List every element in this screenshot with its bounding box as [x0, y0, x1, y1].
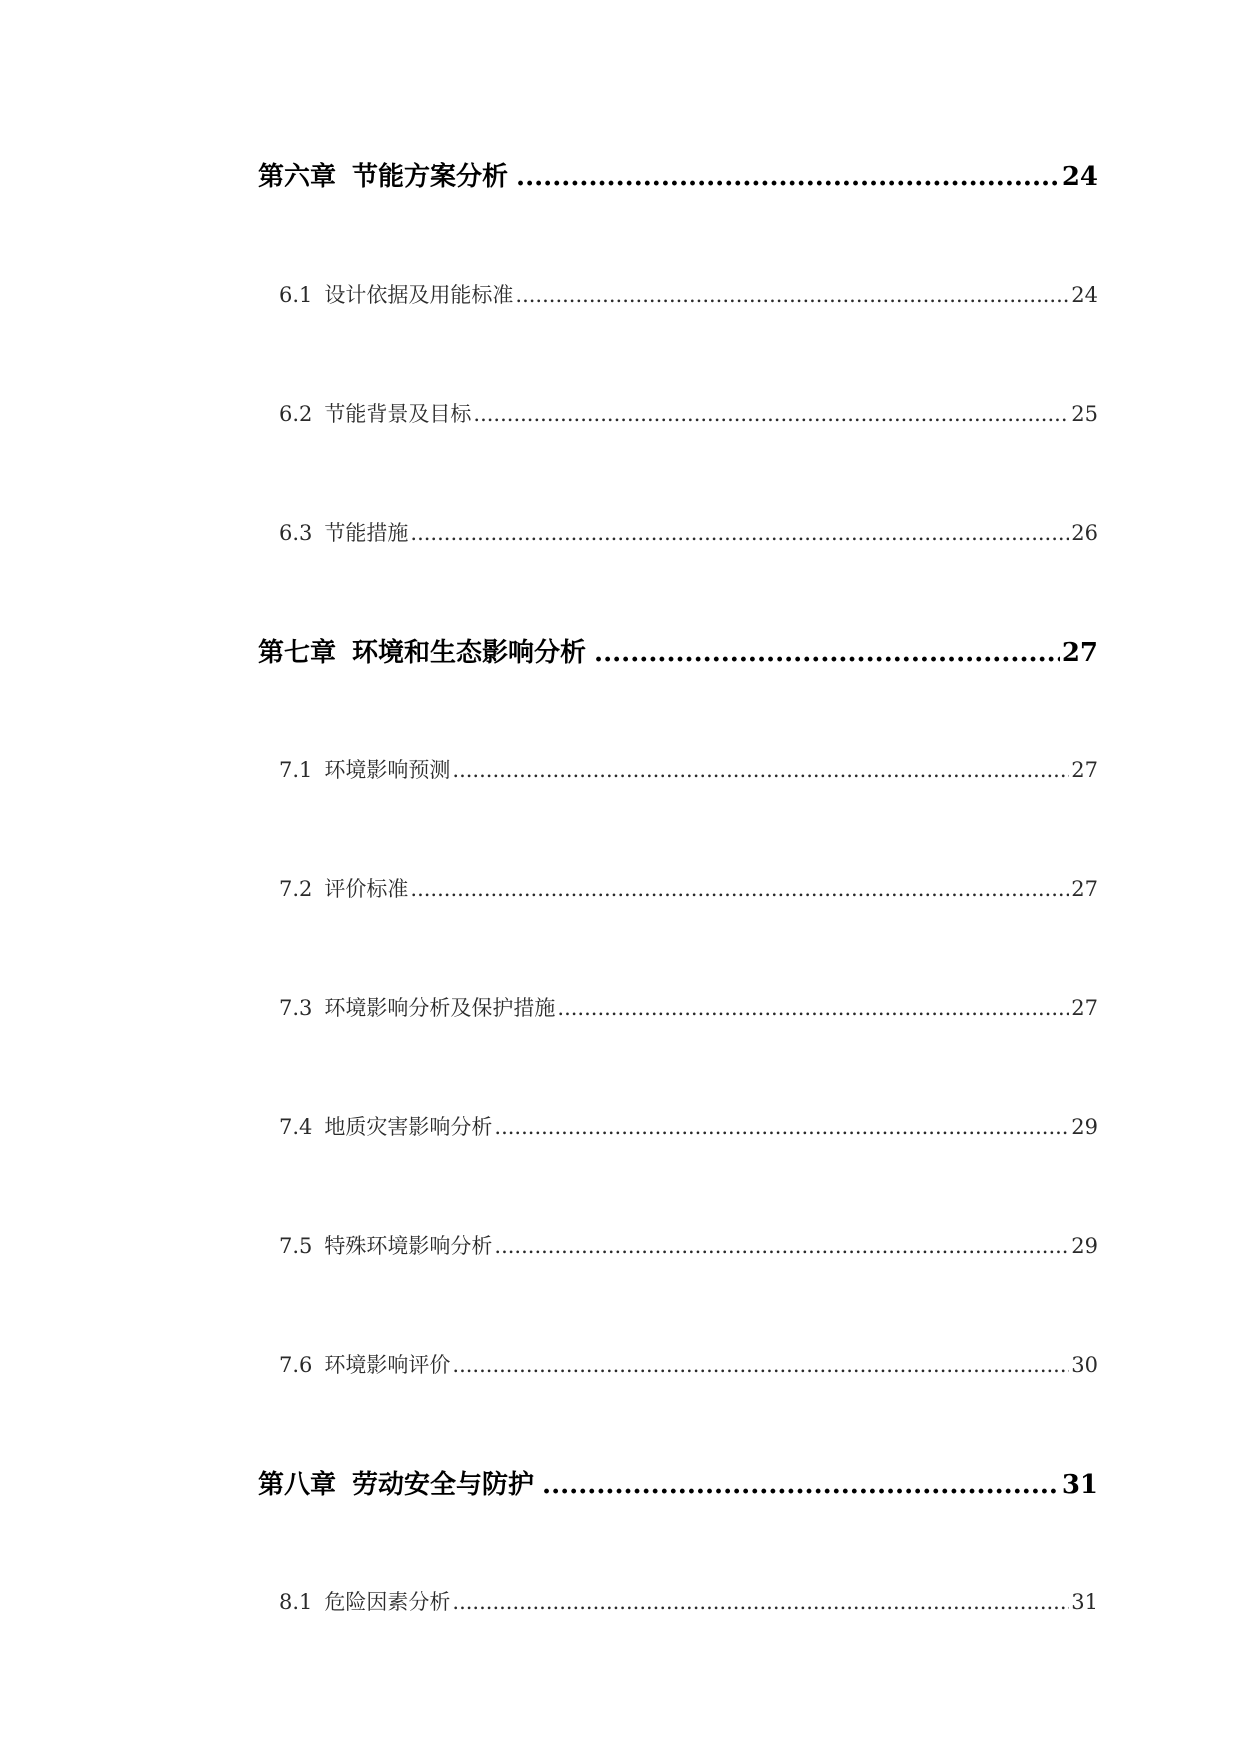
- toc-entry-title: 节能方案分析: [352, 162, 509, 192]
- toc-section-7-2[interactable]: [279, 873, 1098, 903]
- toc-leader-dots: [452, 1353, 1069, 1377]
- toc-chapter-6[interactable]: [258, 156, 1098, 193]
- toc-entry-number: 7.2: [279, 877, 313, 901]
- toc-entry-title: 环境和生态影响分析: [352, 638, 587, 668]
- toc-entry-number: 8.1: [279, 1590, 313, 1614]
- toc-entry-number: 7.5: [279, 1234, 313, 1258]
- toc-entry-page: 31: [1071, 1590, 1098, 1614]
- toc-entry-number: 6.1: [279, 283, 313, 307]
- toc-section-6-2[interactable]: [279, 398, 1098, 428]
- toc-entry-page: 24: [1061, 162, 1098, 192]
- toc-entry-page: 31: [1061, 1470, 1098, 1500]
- toc-entry-number: 7.4: [279, 1115, 313, 1139]
- toc-entry-number: 6.2: [279, 402, 313, 426]
- toc-entry-title: 设计依据及用能标准: [324, 283, 514, 307]
- toc-entry-page: 25: [1071, 402, 1098, 426]
- toc-entry-page: 27: [1061, 638, 1098, 668]
- toc-section-7-5[interactable]: [279, 1230, 1098, 1260]
- toc-leader-dots: [410, 521, 1069, 545]
- toc-entry-page: 30: [1071, 1353, 1098, 1377]
- toc-leader-dots: [494, 1115, 1069, 1139]
- toc-section-7-3[interactable]: [279, 992, 1098, 1022]
- toc-entry-title: 特殊环境影响分析: [324, 1234, 493, 1258]
- toc-entry-title: 环境影响预测: [324, 758, 451, 782]
- toc-leader-dots: [410, 877, 1069, 901]
- toc-entry-page: 29: [1071, 1234, 1098, 1258]
- toc-entry-title: 节能背景及目标: [324, 402, 472, 426]
- toc-entry-title: 评价标准: [324, 877, 409, 901]
- toc-leader-dots: [516, 162, 1060, 192]
- toc-leader-dots: [557, 996, 1069, 1020]
- toc-section-7-1[interactable]: [279, 754, 1098, 784]
- toc-entry-title: 劳动安全与防护: [352, 1470, 535, 1500]
- toc-entry-title: 环境影响分析及保护措施: [324, 996, 556, 1020]
- toc-entry-page: 29: [1071, 1115, 1098, 1139]
- toc-entry-title: 地质灾害影响分析: [324, 1115, 493, 1139]
- toc-leader-dots: [452, 1590, 1069, 1614]
- toc-entry-number: 7.1: [279, 758, 313, 782]
- toc-leader-dots: [542, 1470, 1060, 1500]
- toc-entry-page: 27: [1071, 996, 1098, 1020]
- toc-entry-number: 第七章: [258, 638, 337, 668]
- toc-leader-dots: [494, 1234, 1069, 1258]
- toc-entry-page: 26: [1071, 521, 1098, 545]
- toc-section-7-6[interactable]: [279, 1349, 1098, 1379]
- toc-leader-dots: [515, 283, 1069, 307]
- toc-chapter-7[interactable]: [258, 632, 1098, 669]
- toc-entry-number: 6.3: [279, 521, 313, 545]
- toc-entry-page: 24: [1071, 283, 1098, 307]
- toc-leader-dots: [473, 402, 1069, 426]
- toc-entry-page: 27: [1071, 877, 1098, 901]
- toc-entry-number: 第八章: [258, 1470, 337, 1500]
- toc-section-8-1[interactable]: [279, 1586, 1098, 1616]
- toc-entry-number: 第六章: [258, 162, 337, 192]
- toc-entry-page: 27: [1071, 758, 1098, 782]
- toc-entry-number: 7.3: [279, 996, 313, 1020]
- toc-entry-title: 环境影响评价: [324, 1353, 451, 1377]
- toc-section-6-1[interactable]: [279, 279, 1098, 309]
- toc-section-6-3[interactable]: [279, 517, 1098, 547]
- toc-leader-dots: [452, 758, 1069, 782]
- toc-entry-title: 节能措施: [324, 521, 409, 545]
- toc-section-7-4[interactable]: [279, 1111, 1098, 1141]
- toc-entry-title: 危险因素分析: [324, 1590, 451, 1614]
- toc-chapter-8[interactable]: [258, 1464, 1098, 1501]
- toc-leader-dots: [594, 638, 1060, 668]
- toc-entry-number: 7.6: [279, 1353, 313, 1377]
